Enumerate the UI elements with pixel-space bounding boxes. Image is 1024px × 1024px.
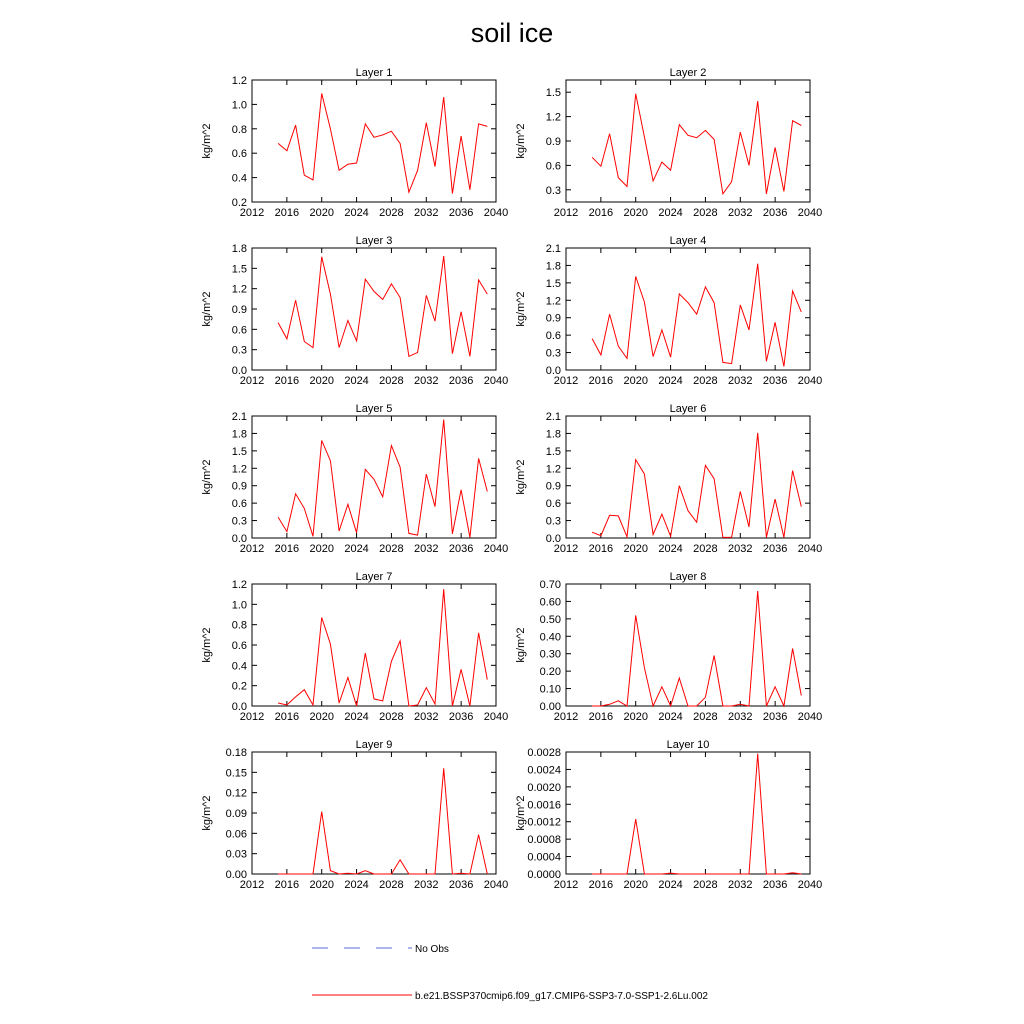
y-tick-label: 0.3 (231, 515, 247, 528)
y-tick-label: 0.60 (539, 596, 561, 609)
x-tick-label: 2036 (448, 375, 474, 387)
x-tick-label: 2032 (728, 879, 753, 891)
y-tick-label: 0.4 (231, 172, 247, 185)
x-tick-label: 2040 (797, 375, 823, 387)
panel-layer-5 (201, 403, 508, 555)
y-tick-label: 0.9 (545, 312, 561, 325)
y-tick-label: 0.0 (231, 533, 247, 545)
panel-layer-8 (515, 571, 822, 723)
y-tick-label: 0.30 (539, 648, 561, 661)
x-tick-label: 2036 (762, 543, 788, 555)
y-tick-label: 0.0028 (527, 747, 561, 759)
x-tick-label: 2028 (379, 879, 404, 891)
y-tick-label: 0.3 (545, 515, 561, 528)
x-tick-label: 2028 (693, 207, 718, 219)
y-tick-label: 0.8 (231, 123, 247, 136)
x-tick-label: 2024 (344, 879, 369, 891)
y-tick-label: 0.00 (225, 869, 247, 881)
x-tick-label: 2036 (448, 543, 474, 555)
x-tick-label: 2036 (762, 207, 788, 219)
y-tick-label: 0.2 (231, 197, 247, 209)
x-tick-label: 2020 (623, 375, 648, 387)
y-tick-label: 0.12 (225, 787, 247, 800)
panel-title: Layer 2 (669, 67, 707, 79)
x-tick-label: 2016 (588, 711, 614, 723)
series-line (592, 94, 801, 194)
y-axis-label: kg/m^2 (515, 291, 527, 327)
x-tick-label: 2028 (379, 207, 404, 219)
x-tick-label: 2036 (448, 207, 474, 219)
y-tick-label: 1.5 (545, 87, 561, 100)
x-tick-label: 2024 (344, 207, 369, 219)
x-tick-label: 2024 (344, 543, 369, 555)
x-tick-label: 2016 (588, 375, 614, 387)
y-tick-label: 0.40 (539, 631, 561, 644)
x-tick-label: 2012 (239, 711, 265, 723)
y-tick-label: 1.0 (231, 599, 247, 612)
y-tick-label: 0.0000 (527, 869, 561, 881)
y-tick-label: 2.1 (545, 243, 561, 255)
x-tick-label: 2040 (797, 879, 823, 891)
x-tick-label: 2020 (309, 375, 334, 387)
x-tick-label: 2012 (239, 207, 265, 219)
x-tick-label: 2040 (797, 711, 823, 723)
panel-layer-3 (201, 235, 508, 387)
y-tick-label: 0.0 (545, 365, 561, 377)
y-tick-label: 1.2 (545, 295, 561, 308)
x-tick-label: 2020 (623, 711, 648, 723)
plot-frame (566, 416, 810, 538)
y-tick-label: 0.0008 (527, 834, 561, 847)
panel-title: Layer 10 (666, 739, 710, 751)
x-tick-label: 2012 (553, 711, 579, 723)
x-tick-label: 2020 (309, 207, 334, 219)
y-tick-label: 0.9 (545, 480, 561, 493)
panel-title: Layer 3 (355, 235, 393, 247)
series-line (592, 433, 801, 538)
y-tick-label: 0.4 (231, 660, 247, 673)
y-tick-label: 2.1 (231, 411, 247, 423)
series-line (592, 754, 801, 874)
panel-title: Layer 7 (355, 571, 393, 583)
y-tick-label: 0.00 (539, 701, 561, 713)
x-tick-label: 2040 (483, 207, 509, 219)
y-tick-label: 0.70 (539, 579, 561, 591)
y-tick-label: 0.10 (539, 683, 561, 696)
series-line (592, 264, 801, 367)
x-tick-label: 2020 (623, 879, 648, 891)
x-tick-label: 2020 (623, 543, 648, 555)
y-tick-label: 0.9 (231, 304, 247, 316)
y-tick-label: 0.6 (545, 498, 561, 511)
y-tick-label: 0.6 (231, 640, 247, 652)
y-tick-label: 0.0 (545, 533, 561, 545)
x-tick-label: 2028 (693, 375, 718, 387)
panels (201, 67, 822, 891)
x-tick-label: 2032 (414, 207, 439, 219)
series-line (278, 93, 487, 193)
y-axis-label: kg/m^2 (515, 627, 527, 663)
y-tick-label: 1.2 (231, 75, 247, 87)
x-tick-label: 2012 (553, 375, 579, 387)
plot-frame (566, 584, 810, 706)
y-tick-label: 0.6 (231, 324, 247, 337)
y-tick-label: 1.2 (231, 579, 247, 591)
y-tick-label: 0.8 (231, 619, 247, 632)
series-line (278, 589, 487, 706)
x-tick-label: 2024 (658, 543, 683, 555)
plot-frame (252, 752, 496, 874)
y-tick-label: 1.2 (545, 463, 561, 476)
y-tick-label: 0.15 (225, 767, 247, 780)
y-tick-label: 0.18 (225, 747, 247, 759)
x-tick-label: 2012 (239, 543, 265, 555)
plot-frame (252, 80, 496, 202)
figure-title: soil ice (470, 18, 554, 48)
y-tick-label: 0.6 (545, 160, 561, 173)
y-tick-label: 1.2 (545, 111, 561, 124)
x-tick-label: 2024 (344, 375, 369, 387)
panel-layer-6 (515, 403, 822, 555)
y-tick-label: 1.5 (545, 277, 561, 290)
x-tick-label: 2024 (658, 207, 683, 219)
y-tick-label: 0.06 (225, 828, 247, 841)
x-tick-label: 2016 (274, 543, 300, 555)
panel-title: Layer 5 (355, 403, 393, 415)
x-tick-label: 2012 (553, 207, 579, 219)
x-tick-label: 2020 (309, 879, 334, 891)
x-tick-label: 2032 (414, 711, 439, 723)
x-tick-label: 2032 (414, 375, 439, 387)
panel-title: Layer 6 (669, 403, 707, 415)
x-tick-label: 2036 (448, 711, 474, 723)
y-axis-label: kg/m^2 (201, 627, 213, 663)
x-tick-label: 2012 (239, 879, 265, 891)
x-tick-label: 2016 (274, 207, 300, 219)
y-axis-label: kg/m^2 (515, 459, 527, 495)
y-tick-label: 1.5 (545, 445, 561, 458)
x-tick-label: 2016 (274, 375, 300, 387)
x-tick-label: 2028 (693, 879, 718, 891)
x-tick-label: 2036 (762, 879, 788, 891)
plot-frame (566, 752, 810, 874)
y-tick-label: 0.9 (545, 136, 561, 148)
x-tick-label: 2032 (414, 879, 439, 891)
panel-title: Layer 1 (355, 67, 393, 79)
x-tick-label: 2016 (588, 879, 614, 891)
plot-frame (566, 248, 810, 370)
y-tick-label: 0.3 (545, 347, 561, 360)
y-axis-label: kg/m^2 (201, 123, 213, 159)
x-tick-label: 2024 (658, 711, 683, 723)
legend-no-obs-label: No Obs (415, 944, 449, 955)
x-tick-label: 2028 (379, 711, 404, 723)
x-tick-label: 2040 (483, 375, 509, 387)
y-tick-label: 1.2 (231, 283, 247, 296)
panel-title: Layer 8 (669, 571, 707, 583)
y-tick-label: 1.8 (231, 243, 247, 255)
x-tick-label: 2032 (728, 207, 753, 219)
x-tick-label: 2012 (239, 375, 265, 387)
panel-title: Layer 4 (669, 235, 707, 247)
y-tick-label: 0.0012 (527, 816, 561, 829)
x-tick-label: 2036 (762, 711, 788, 723)
x-tick-label: 2024 (344, 711, 369, 723)
y-tick-label: 0.3 (545, 184, 561, 197)
y-tick-label: 0.20 (539, 666, 561, 679)
x-tick-label: 2040 (483, 711, 509, 723)
x-tick-label: 2032 (728, 543, 753, 555)
legend-model-label: b.e21.BSSP370cmip6.f09_g17.CMIP6-SSP3-7.0-SSP1-2.6Lu.002 (415, 991, 708, 1002)
y-tick-label: 1.8 (545, 428, 561, 441)
x-tick-label: 2040 (483, 543, 509, 555)
y-tick-label: 1.5 (231, 263, 247, 276)
plot-frame (252, 248, 496, 370)
y-tick-label: 0.09 (225, 808, 247, 820)
legend (312, 944, 708, 1002)
y-tick-label: 1.2 (231, 463, 247, 476)
y-tick-label: 0.6 (231, 498, 247, 511)
panel-layer-7 (201, 571, 508, 723)
panel-layer-4 (515, 235, 822, 387)
y-axis-label: kg/m^2 (201, 795, 213, 831)
y-tick-label: 0.3 (231, 344, 247, 357)
panel-layer-1 (201, 67, 508, 219)
x-tick-label: 2012 (553, 879, 579, 891)
y-tick-label: 0.0016 (527, 799, 561, 812)
x-tick-label: 2024 (658, 375, 683, 387)
y-axis-label: kg/m^2 (201, 291, 213, 327)
plot-frame (252, 416, 496, 538)
x-tick-label: 2040 (483, 879, 509, 891)
x-tick-label: 2032 (728, 375, 753, 387)
x-tick-label: 2016 (588, 207, 614, 219)
x-tick-label: 2020 (623, 207, 648, 219)
series-line (278, 768, 487, 874)
x-tick-label: 2016 (274, 711, 300, 723)
plot-frame (566, 80, 810, 202)
y-tick-label: 1.8 (231, 428, 247, 441)
panel-layer-2 (515, 67, 822, 219)
x-tick-label: 2028 (379, 543, 404, 555)
y-tick-label: 0.2 (231, 680, 247, 693)
panel-layer-10 (515, 739, 822, 891)
y-axis-label: kg/m^2 (201, 459, 213, 495)
y-tick-label: 0.6 (545, 330, 561, 343)
y-tick-label: 1.8 (545, 260, 561, 273)
plot-frame (252, 584, 496, 706)
panel-title: Layer 9 (355, 739, 393, 751)
x-tick-label: 2032 (728, 711, 753, 723)
x-tick-label: 2036 (448, 879, 474, 891)
y-axis-label: kg/m^2 (515, 795, 527, 831)
y-tick-label: 1.5 (231, 445, 247, 458)
x-tick-label: 2024 (658, 879, 683, 891)
y-tick-label: 0.9 (231, 480, 247, 493)
x-tick-label: 2020 (309, 543, 334, 555)
y-tick-label: 2.1 (545, 411, 561, 423)
y-tick-label: 0.0020 (527, 781, 561, 794)
panel-layer-9 (201, 739, 508, 891)
series-line (278, 420, 487, 538)
x-tick-label: 2036 (762, 375, 788, 387)
y-tick-label: 1.0 (231, 99, 247, 112)
x-tick-label: 2040 (797, 207, 823, 219)
x-tick-label: 2028 (693, 711, 718, 723)
y-axis-label: kg/m^2 (515, 123, 527, 159)
x-tick-label: 2016 (588, 543, 614, 555)
y-tick-label: 0.0024 (527, 764, 561, 777)
y-tick-label: 0.50 (539, 613, 561, 626)
x-tick-label: 2040 (797, 543, 823, 555)
x-tick-label: 2020 (309, 711, 334, 723)
y-tick-label: 0.03 (225, 848, 247, 861)
y-tick-label: 0.0 (231, 365, 247, 377)
series-line (592, 591, 801, 706)
y-tick-label: 0.6 (231, 148, 247, 161)
x-tick-label: 2032 (414, 543, 439, 555)
x-tick-label: 2016 (274, 879, 300, 891)
y-tick-label: 0.0004 (527, 851, 561, 864)
series-line (278, 256, 487, 356)
x-tick-label: 2028 (379, 375, 404, 387)
x-tick-label: 2012 (553, 543, 579, 555)
y-tick-label: 0.0 (231, 701, 247, 713)
x-tick-label: 2028 (693, 543, 718, 555)
